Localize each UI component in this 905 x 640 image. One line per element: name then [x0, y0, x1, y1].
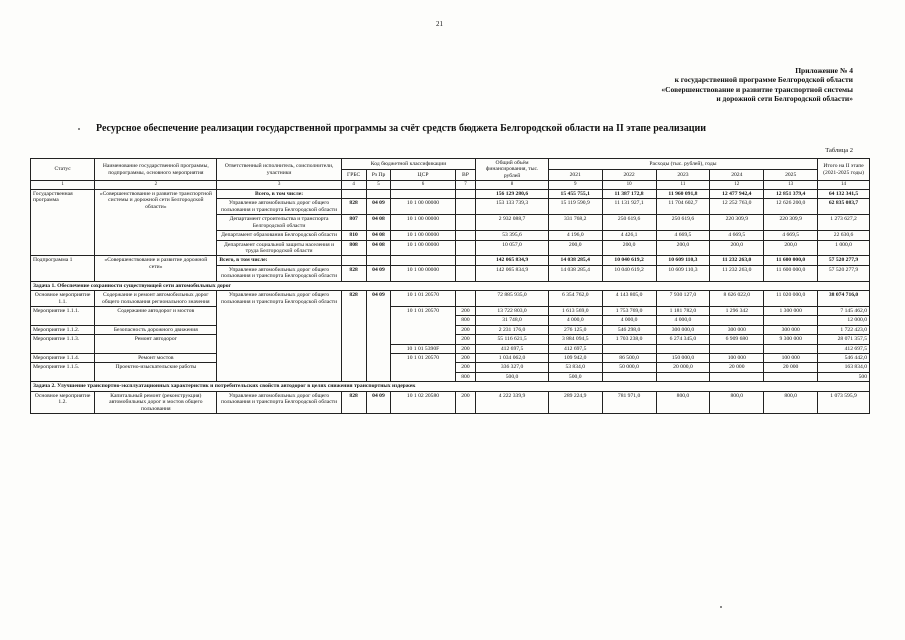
cell-year-2025: 4 669,5	[764, 231, 818, 240]
table-label: Таблица 2	[825, 147, 853, 154]
cell-year-2024: 11 232 263,0	[710, 256, 764, 265]
page-number: 21	[436, 20, 443, 28]
cell-stage-total: 546 442,0	[818, 354, 870, 363]
cell-year-2025: 800,0	[764, 391, 818, 413]
appendix-line: «Совершенствование и развитие транспортной системы	[661, 84, 853, 94]
cell-year-2023: 150 000,0	[656, 354, 710, 363]
cell-year-2023	[656, 372, 710, 381]
cell-vr: 800	[455, 316, 476, 325]
cell-grbs	[341, 190, 366, 199]
cell-year-2023	[656, 344, 710, 353]
cell-year-2022: 11 131 927,1	[602, 199, 656, 215]
appendix-line: и дорожной сети Белгородской области»	[716, 94, 853, 104]
header-year: 2024	[710, 170, 764, 181]
cell-year-2024: 6 909 680	[710, 335, 764, 344]
cell-year-2025: 12 626 200,0	[764, 199, 818, 215]
col-number: 7	[455, 181, 476, 190]
cell-year-2024: 100 000	[710, 354, 764, 363]
cell-year-2021: 3 884 094,5	[548, 335, 602, 344]
cell-name: Ремонт автодорог	[95, 335, 217, 354]
cell-year-2023: 300 000,0	[656, 325, 710, 334]
cell-year-2022: 50 000,0	[602, 363, 656, 372]
cell-year-2021: 6 354 762,0	[548, 291, 602, 307]
cell-grbs: 807	[341, 215, 366, 231]
column-number-row	[31, 181, 870, 190]
cell-csr: 10 1 00 00000	[391, 240, 455, 256]
budget-table	[30, 158, 870, 414]
header-stage-total: Итого на II этапе (2021-2025 годы)	[818, 159, 870, 181]
cell-stage-total: 38 074 716,0	[818, 291, 870, 307]
cell-vr	[455, 240, 476, 256]
cell-year-2021: 200,0	[548, 240, 602, 256]
cell-stage-total: 1 273 627,2	[818, 215, 870, 231]
cell-executor: Департамент социальной защиты населения и труда Белгородской области	[217, 240, 341, 256]
cell-year-2025	[764, 344, 818, 353]
col-number: 9	[548, 181, 602, 190]
col-number: 5	[366, 181, 391, 190]
header-expenses: Расходы (тыс. рублей), годы	[548, 159, 817, 170]
cell-total: 10 057,0	[476, 240, 549, 256]
cell-total: 72 885 935,0	[476, 291, 549, 307]
cell-grbs: 828	[341, 391, 366, 413]
cell-stage-total: 7 145 462,0	[818, 306, 870, 315]
cell-vr: 200	[455, 391, 476, 413]
cell-executor: Управление автомобильных дорог общего пользования и транспорта Белгородской области	[217, 199, 341, 215]
cell-total: 53 395,6	[476, 231, 549, 240]
cell-status: Основное мероприятие 1.1.	[31, 291, 95, 307]
cell-vr: 200	[455, 354, 476, 363]
cell-rzpr: 04 08	[366, 231, 391, 240]
cell-stage-total: 64 132 341,5	[818, 190, 870, 199]
cell-vr	[455, 199, 476, 215]
cell-csr: 10 1 00 00000	[391, 265, 455, 281]
cell-stage-total: 1 000,0	[818, 240, 870, 256]
cell-grbs: 810	[341, 231, 366, 240]
cell-year-2023: 250 619,6	[656, 215, 710, 231]
cell-year-2024: 11 232 263,0	[710, 265, 764, 281]
header-grbs: ГРБС	[341, 170, 366, 181]
cell-vr: 200	[455, 344, 476, 353]
cell-year-2021: 14 038 285,4	[548, 265, 602, 281]
cell-name: «Совершенствование и развитие транспортной системы и дорожной сети Белгородской области»	[95, 190, 217, 256]
header-status: Статус	[31, 159, 95, 181]
cell-year-2023: 4 000,0	[656, 316, 710, 325]
cell-year-2022: 781 971,0	[602, 391, 656, 413]
cell-year-2022: 250 619,6	[602, 215, 656, 231]
cell-name: Содержание и ремонт автомобильных дорог общего пользования регионального значения	[95, 291, 217, 307]
cell-year-2023: 20 000,0	[656, 363, 710, 372]
header-executor: Ответственный исполнитель, соисполнители, участники	[217, 159, 341, 181]
cell-csr: 10 1 00 00000	[391, 199, 455, 215]
cell-year-2025: 200,0	[764, 240, 818, 256]
cell-year-2021: 276 125,0	[548, 325, 602, 334]
cell-year-2025: 300 000	[764, 325, 818, 334]
col-number: 4	[341, 181, 366, 190]
cell-name: Проектно-изыскательские работы	[95, 363, 217, 382]
cell-executor: Управление автомобильных дорог общего пользования и транспорта Белгородской области	[217, 265, 341, 281]
cell-total: 153 133 739,3	[476, 199, 549, 215]
cell-vr	[455, 265, 476, 281]
header-rzpr: Рз Пр	[366, 170, 391, 181]
col-number: 8	[476, 181, 549, 190]
cell-grbs: 828	[341, 199, 366, 215]
col-number: 10	[602, 181, 656, 190]
cell-vr: 800	[455, 372, 476, 381]
cell-year-2025: 11 020 000,0	[764, 291, 818, 307]
cell-year-2022: 4 143 805,0	[602, 291, 656, 307]
cell-year-2023: 800,0	[656, 391, 710, 413]
cell-vr	[455, 231, 476, 240]
cell-status: Мероприятие 1.1.1.	[31, 306, 95, 325]
cell-total: 2 231 176,0	[476, 325, 549, 334]
cell-executor: Всего, в том числе:	[217, 190, 341, 199]
cell-year-2024: 12 477 942,4	[710, 190, 764, 199]
cell-year-2024: 12 252 763,0	[710, 199, 764, 215]
cell-total: 336 327,0	[476, 363, 549, 372]
cell-year-2022: 10 040 619,2	[602, 256, 656, 265]
cell-status: Мероприятие 1.1.5.	[31, 363, 95, 382]
cell-status: Мероприятие 1.1.2.	[31, 325, 95, 334]
cell-stage-total: 163 834,0	[818, 363, 870, 372]
cell-total: 412 697,5	[476, 344, 549, 353]
cell-csr: 10 1 01 20570	[391, 306, 455, 344]
cell-year-2022: 4 000,0	[602, 316, 656, 325]
cell-year-2021: 331 768,2	[548, 215, 602, 231]
cell-stage-total: 412 697,5	[818, 344, 870, 353]
cell-year-2024: 8 626 022,0	[710, 291, 764, 307]
cell-rzpr: 04 09	[366, 391, 391, 413]
document-title: Ресурсное обеспечение реализации государственной программы за счёт средств бюджета Белгородской области на II этапе реализации	[96, 123, 706, 134]
cell-year-2024: 1 296 342	[710, 306, 764, 315]
cell-year-2024	[710, 344, 764, 353]
cell-year-2022: 1 753 769,0	[602, 306, 656, 315]
appendix-line: к государственной программе Белгородской области	[674, 75, 853, 85]
cell-year-2021: 289 224,9	[548, 391, 602, 413]
cell-rzpr: 04 08	[366, 215, 391, 231]
header-year: 2021	[548, 170, 602, 181]
cell-year-2021: 109 942,0	[548, 354, 602, 363]
cell-total: 55 116 621,5	[476, 335, 549, 344]
header-budget-code: Код бюджетной классификации	[341, 159, 476, 170]
table-row	[31, 291, 870, 307]
cell-year-2023: 11 960 091,8	[656, 190, 710, 199]
cell-year-2023: 7 930 127,0	[656, 291, 710, 307]
scan-speck	[78, 128, 80, 130]
header-vr: ВР	[455, 170, 476, 181]
cell-year-2022: 86 500,0	[602, 354, 656, 363]
cell-year-2022: 4 426,1	[602, 231, 656, 240]
cell-rzpr: 04 09	[366, 199, 391, 215]
cell-year-2021: 500,0	[548, 372, 602, 381]
cell-name: Безопасность дорожного движения	[95, 325, 217, 334]
header-total: Общий объём финансирования, тыс. рублей	[476, 159, 549, 181]
cell-stage-total: 57 520 277,9	[818, 256, 870, 265]
cell-rzpr: 04 08	[366, 240, 391, 256]
cell-year-2021: 1 613 569,0	[548, 306, 602, 315]
cell-year-2025: 1 300 000	[764, 306, 818, 315]
header-year: 2022	[602, 170, 656, 181]
cell-vr	[455, 190, 476, 199]
cell-year-2025	[764, 372, 818, 381]
cell-year-2025: 11 600 000,0	[764, 265, 818, 281]
col-number: 12	[710, 181, 764, 190]
col-number: 13	[764, 181, 818, 190]
cell-year-2022	[602, 372, 656, 381]
table-row	[31, 354, 870, 363]
cell-grbs	[341, 256, 366, 265]
cell-executor: Управление автомобильных дорог общего пользования и транспорта Белгородской области	[217, 391, 341, 413]
cell-vr: 200	[455, 325, 476, 334]
cell-name: Капитальный ремонт (реконструкция) автомобильных дорог и мостов общего пользования	[95, 391, 217, 413]
cell-year-2023: 4 669,5	[656, 231, 710, 240]
cell-executor: Всего, в том числе:	[217, 256, 341, 265]
cell-year-2021: 53 834,0	[548, 363, 602, 372]
cell-stage-total: 28 071 357,5	[818, 335, 870, 344]
scan-speck	[720, 606, 722, 608]
appendix-line: Приложение № 4	[795, 66, 853, 75]
cell-executor: Департамент образования Белгородской области	[217, 231, 341, 240]
cell-year-2024: 200,0	[710, 240, 764, 256]
cell-year-2024: 4 669,5	[710, 231, 764, 240]
cell-year-2022: 10 040 619,2	[602, 265, 656, 281]
cell-vr: 200	[455, 306, 476, 315]
cell-status: Подпрограмма 1	[31, 256, 95, 281]
cell-year-2025: 11 600 000,0	[764, 256, 818, 265]
cell-stage-total: 57 520 277,9	[818, 265, 870, 281]
cell-csr: 10 1 00 00000	[391, 231, 455, 240]
cell-vr	[455, 291, 476, 307]
cell-total: 2 932 088,7	[476, 215, 549, 231]
col-number: 1	[31, 181, 95, 190]
cell-status: Мероприятие 1.1.3.	[31, 335, 95, 354]
cell-year-2025: 12 851 379,4	[764, 190, 818, 199]
cell-year-2025: 220 309,9	[764, 215, 818, 231]
cell-stage-total: 62 835 083,7	[818, 199, 870, 215]
cell-year-2025: 9 300 000	[764, 335, 818, 344]
cell-year-2024: 300 000	[710, 325, 764, 334]
header-year: 2025	[764, 170, 818, 181]
cell-year-2022: 200,0	[602, 240, 656, 256]
cell-grbs: 808	[341, 240, 366, 256]
task-1-heading: Задача 1. Обеспечение сохранности существующей сети автомобильных дорог	[31, 281, 870, 290]
cell-year-2024: 20 000	[710, 363, 764, 372]
cell-year-2022	[602, 344, 656, 353]
task-row	[31, 382, 870, 391]
cell-name: Содержание автодорог и мостов	[95, 306, 217, 325]
cell-grbs: 828	[341, 265, 366, 281]
table-row	[31, 391, 870, 413]
cell-csr: 10 1 01 20570	[391, 291, 455, 307]
cell-year-2021: 15 119 590,9	[548, 199, 602, 215]
cell-total: 1 034 062,0	[476, 354, 549, 363]
cell-csr: 10 1 02 20580	[391, 391, 455, 413]
col-number: 11	[656, 181, 710, 190]
table-row	[31, 190, 870, 199]
cell-executor: Департамент строительства и транспорта Белгородской области	[217, 215, 341, 231]
cell-grbs: 828	[341, 291, 366, 382]
cell-year-2021: 14 038 285,4	[548, 256, 602, 265]
cell-year-2021: 15 455 755,1	[548, 190, 602, 199]
cell-year-2022: 1 703 238,0	[602, 335, 656, 344]
cell-year-2024: 800,0	[710, 391, 764, 413]
cell-year-2021: 4 000,0	[548, 316, 602, 325]
cell-stage-total: 12 000,0	[818, 316, 870, 325]
cell-total: 142 065 834,9	[476, 265, 549, 281]
cell-executor: Управление автомобильных дорог общего пользования и транспорта Белгородской области	[217, 291, 341, 382]
cell-stage-total: 1 722 423,0	[818, 325, 870, 334]
table-row	[31, 306, 870, 315]
cell-csr	[391, 256, 455, 265]
cell-year-2021: 412 697,5	[548, 344, 602, 353]
cell-year-2025	[764, 316, 818, 325]
cell-total: 4 222 339,9	[476, 391, 549, 413]
cell-total: 500,0	[476, 372, 549, 381]
cell-year-2023: 6 274 345,0	[656, 335, 710, 344]
cell-vr: 200	[455, 335, 476, 344]
appendix-header	[553, 66, 853, 104]
task-2-heading: Задача 2. Улучшение транспортно-эксплуатационных характеристик и потребительских свойств автодорог в целях снижения транспортных издержек	[31, 382, 870, 391]
col-number: 6	[391, 181, 455, 190]
cell-stage-total: 500	[818, 372, 870, 381]
cell-rzpr	[366, 256, 391, 265]
task-row	[31, 281, 870, 290]
cell-status: Основное мероприятие 1.2.	[31, 391, 95, 413]
cell-rzpr: 04 09	[366, 265, 391, 281]
cell-name: Ремонт мостов	[95, 354, 217, 363]
col-number: 3	[217, 181, 341, 190]
header-csr: ЦСР	[391, 170, 455, 181]
header-year: 2023	[656, 170, 710, 181]
cell-year-2022: 11 387 172,8	[602, 190, 656, 199]
cell-year-2023: 200,0	[656, 240, 710, 256]
cell-year-2024	[710, 316, 764, 325]
col-number: 14	[818, 181, 870, 190]
cell-year-2022: 546 298,0	[602, 325, 656, 334]
cell-stage-total: 1 073 595,9	[818, 391, 870, 413]
cell-year-2025: 20 000	[764, 363, 818, 372]
cell-vr	[455, 256, 476, 265]
cell-csr: 10 1 00 00000	[391, 215, 455, 231]
cell-year-2024	[710, 372, 764, 381]
cell-vr	[455, 215, 476, 231]
cell-rzpr: 04 09	[366, 291, 391, 382]
cell-total: 13 722 803,0	[476, 306, 549, 315]
cell-csr: 10 1 01 20570	[391, 354, 455, 382]
col-number: 2	[95, 181, 217, 190]
table-row	[31, 256, 870, 265]
cell-total: 156 129 280,6	[476, 190, 549, 199]
cell-status: Государственная программа	[31, 190, 95, 256]
cell-total: 31 748,0	[476, 316, 549, 325]
cell-year-2023: 11 704 602,7	[656, 199, 710, 215]
cell-status: Мероприятие 1.1.4.	[31, 354, 95, 363]
cell-csr	[391, 190, 455, 199]
cell-stage-total: 22 630,6	[818, 231, 870, 240]
cell-total: 142 065 834,9	[476, 256, 549, 265]
cell-year-2025: 100 000	[764, 354, 818, 363]
cell-year-2021: 4 196,0	[548, 231, 602, 240]
cell-vr: 200	[455, 363, 476, 372]
header-name: Наименование государственной программы, подпрограммы, основного мероприятия	[95, 159, 217, 181]
cell-rzpr	[366, 190, 391, 199]
cell-year-2023: 1 181 782,0	[656, 306, 710, 315]
cell-year-2023: 10 609 110,3	[656, 265, 710, 281]
cell-csr: 10 1 01 5390F	[391, 344, 455, 353]
cell-year-2024: 220 309,9	[710, 215, 764, 231]
cell-name: «Совершенствование и развитие дорожной сети»	[95, 256, 217, 281]
cell-year-2023: 10 609 110,3	[656, 256, 710, 265]
